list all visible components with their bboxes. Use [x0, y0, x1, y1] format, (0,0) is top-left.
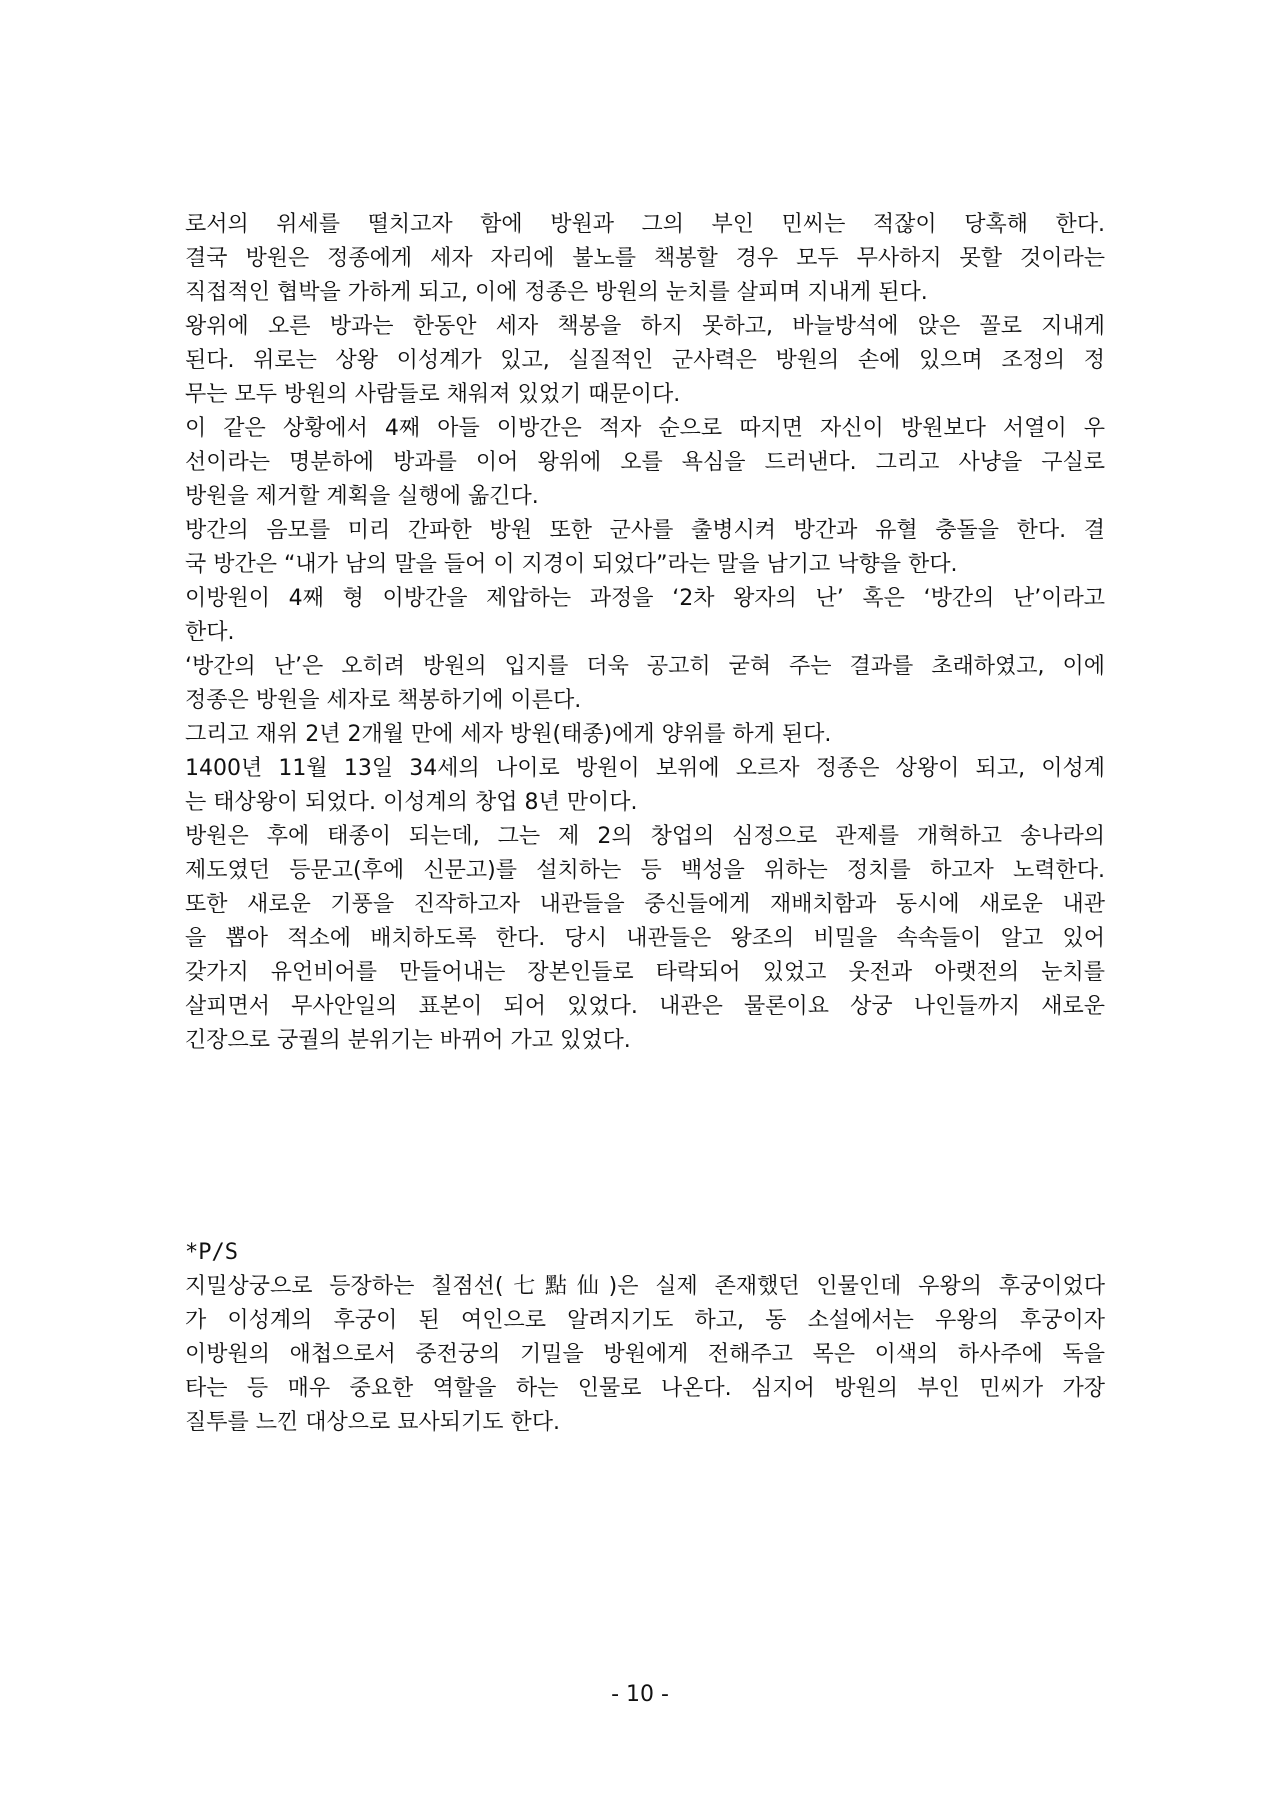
text-line: 는 태상왕이 되었다. 이성계의 창업 8년 만이다.: [185, 790, 638, 815]
text-line: 결국 방원은 정종에게 세자 자리에 불노를 책봉할 경우 모두 무사하지 못할 것이라는: [185, 246, 1105, 271]
text-line: 이 같은 상황에서 4째 아들 이방간은 적자 순으로 따지면 자신이 방원보다 서열이 우: [185, 416, 1105, 441]
text-line: 정종은 방원을 세자로 책봉하기에 이른다.: [185, 688, 582, 713]
postscript-section: [185, 1236, 1105, 1440]
text-line: 방간의 음모를 미리 간파한 방원 또한 군사를 출병시켜 방간과 유혈 충돌을 한다. 결: [185, 518, 1105, 543]
text-line: 왕위에 오른 방과는 한동안 세자 책봉을 하지 못하고, 바늘방석에 앉은 꼴로 지내게: [185, 314, 1105, 339]
text-line: ‘방간의 난’은 오히려 방원의 입지를 더욱 공고히 굳혀 주는 결과를 초래하였고, 이에: [185, 654, 1105, 679]
text-line: 살피면서 무사안일의 표본이 되어 있었다. 내관은 물론이요 상궁 나인들까지 새로운: [185, 994, 1105, 1019]
page-number: - 10 -: [611, 1682, 669, 1707]
text-line: 직접적인 협박을 가하게 되고, 이에 정종은 방원의 눈치를 살피며 지내게 된다.: [185, 280, 928, 305]
text-line: 된다. 위로는 상왕 이성계가 있고, 실질적인 군사력은 방원의 손에 있으며 조정의 정: [185, 348, 1105, 373]
postscript-heading: *P/S: [185, 1240, 238, 1265]
text-line: 긴장으로 궁궐의 분위기는 바뀌어 가고 있었다.: [185, 1028, 631, 1053]
text-line: 한다.: [185, 620, 235, 645]
text-line: 선이라는 명분하에 방과를 이어 왕위에 오를 욕심을 드러낸다. 그리고 사냥을 구실로: [185, 450, 1105, 475]
postscript-line: 이방원의 애첩으로서 중전궁의 기밀을 방원에게 전해주고 목은 이색의 하사주에 독을: [185, 1342, 1105, 1367]
text-line: 로서의 위세를 떨치고자 함에 방원과 그의 부인 민씨는 적잖이 당혹해 한다.: [185, 212, 1105, 237]
postscript-line: 지밀상궁으로 등장하는 칠점선(七點仙)은 실제 존재했던 인물인데 우왕의 후궁이었다: [185, 1274, 1105, 1299]
text-line: 그리고 재위 2년 2개월 만에 세자 방원(태종)에게 양위를 하게 된다.: [185, 722, 832, 747]
main-text-block: [185, 208, 1105, 1058]
text-line: 무는 모두 방원의 사람들로 채워져 있었기 때문이다.: [185, 382, 681, 407]
postscript-line: 타는 등 매우 중요한 역할을 하는 인물로 나온다. 심지어 방원의 부인 민씨가 가장: [185, 1376, 1105, 1401]
text-line: 국 방간은 “내가 남의 말을 들어 이 지경이 되었다”라는 말을 남기고 낙향을 한다.: [185, 552, 958, 577]
text-line: 을 뽑아 적소에 배치하도록 한다. 당시 내관들은 왕조의 비밀을 속속들이 알고 있어: [185, 926, 1105, 951]
text-line: 제도였던 등문고(후에 신문고)를 설치하는 등 백성을 위하는 정치를 하고자 노력한다.: [185, 858, 1105, 883]
text-line: 방원은 후에 태종이 되는데, 그는 제 2의 창업의 심정으로 관제를 개혁하고 송나라의: [185, 824, 1105, 849]
postscript-line: 가 이성계의 후궁이 된 여인으로 알려지기도 하고, 동 소설에서는 우왕의 후궁이자: [185, 1308, 1105, 1333]
postscript-line: 질투를 느낀 대상으로 묘사되기도 한다.: [185, 1410, 560, 1435]
text-line: 또한 새로운 기풍을 진작하고자 내관들을 중신들에게 재배치함과 동시에 새로운 내관: [185, 892, 1105, 917]
text-line: 갖가지 유언비어를 만들어내는 장본인들로 타락되어 있었고 웃전과 아랫전의 눈치를: [185, 960, 1105, 985]
text-line: 1400년 11월 13일 34세의 나이로 방원이 보위에 오르자 정종은 상왕이 되고, 이성계: [185, 756, 1105, 781]
text-line: 이방원이 4째 형 이방간을 제압하는 과정을 ‘2차 왕자의 난’ 혹은 ‘방간의 난’이라고: [185, 586, 1105, 611]
text-line: 방원을 제거할 계획을 실행에 옮긴다.: [185, 484, 539, 509]
